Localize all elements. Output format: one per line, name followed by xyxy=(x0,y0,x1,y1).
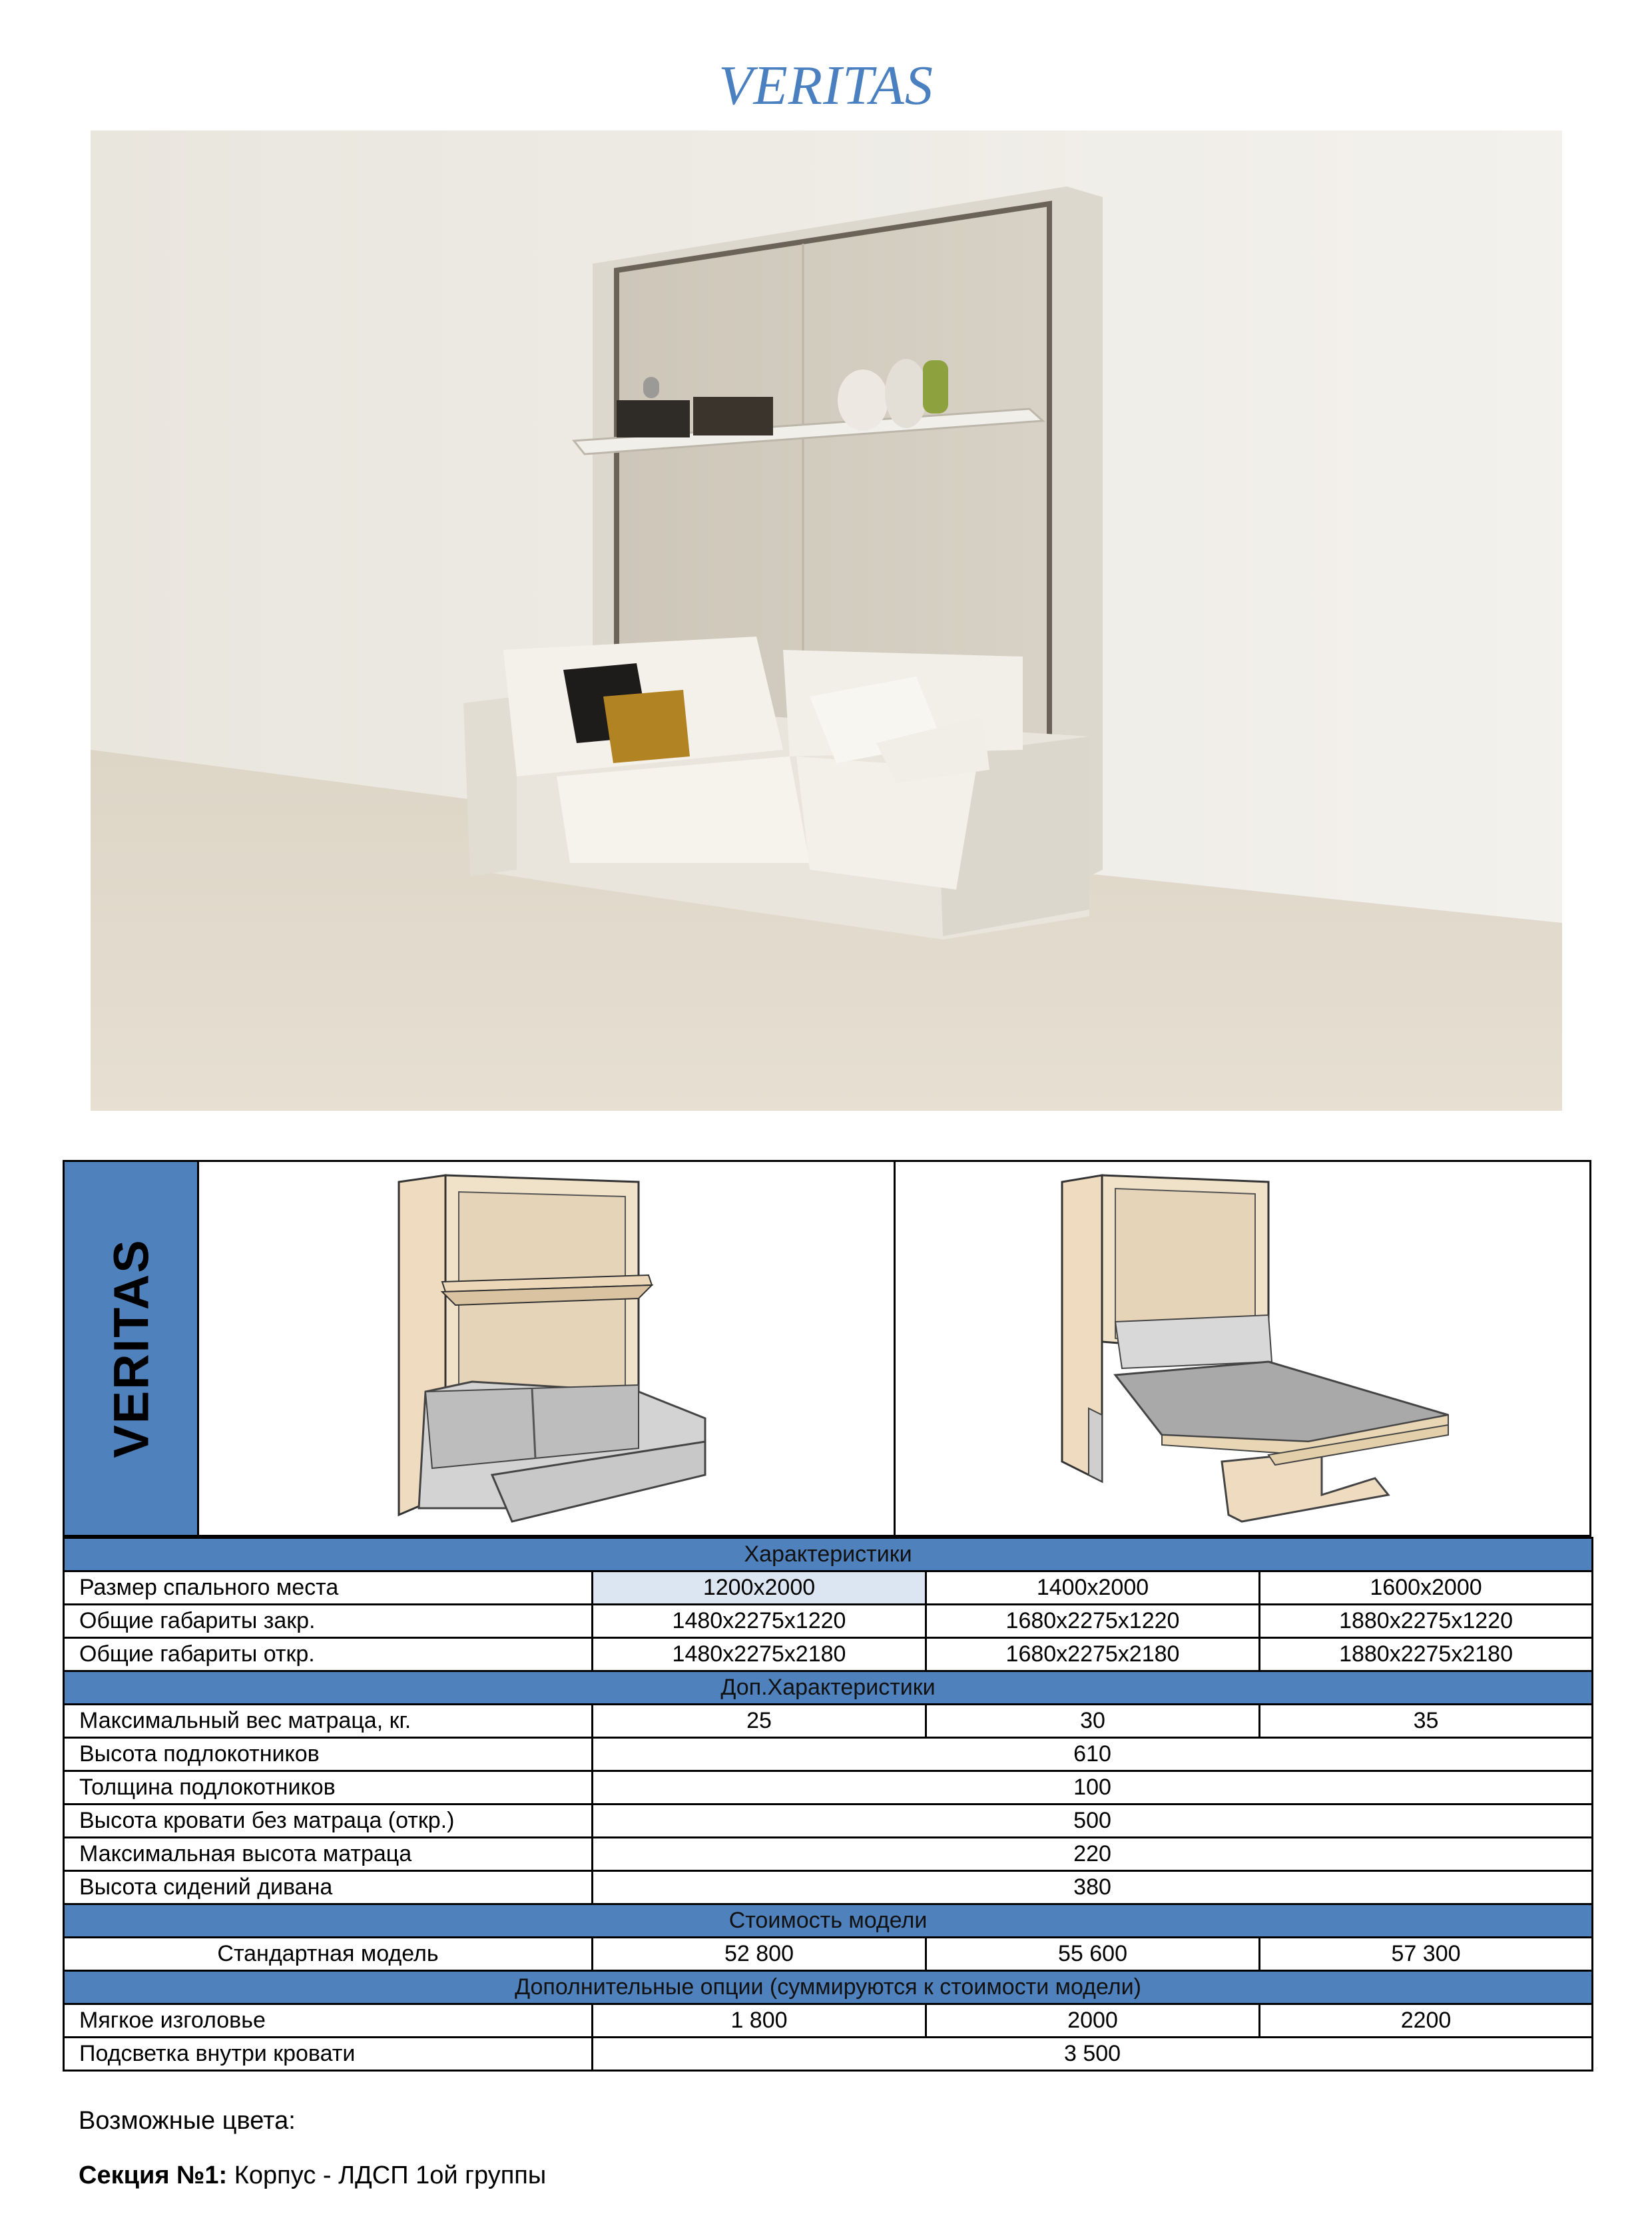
row-label: Толщина подлокотников xyxy=(64,1771,593,1805)
closed-bed-drawing xyxy=(199,1162,894,1535)
table-row xyxy=(64,1938,1593,1971)
model-drawings-block xyxy=(63,1160,1591,1537)
cell-value: 1680x2275x1220 xyxy=(926,1605,1260,1638)
table-row xyxy=(64,1771,1593,1805)
cell-value: 1480x2275x2180 xyxy=(593,1638,926,1671)
cell-value: 35 xyxy=(1260,1705,1593,1738)
cell-value: 52 800 xyxy=(593,1938,926,1971)
cell-value: 220 xyxy=(593,1838,1593,1871)
table-row xyxy=(64,2004,1593,2038)
table-row xyxy=(64,1738,1593,1771)
cell-value: 3 500 xyxy=(593,2038,1593,2071)
section-options xyxy=(64,1971,1593,2004)
table-row xyxy=(64,1805,1593,1838)
section-value: Корпус - ЛДСП 1ой группы xyxy=(227,2161,547,2189)
section-title: Стоимость модели xyxy=(64,1904,1593,1938)
cell-value: 2000 xyxy=(926,2004,1260,2038)
page-title: VERITAS xyxy=(718,55,934,117)
closed-bed-drawing-cell xyxy=(199,1162,896,1535)
cell-value: 1 800 xyxy=(593,2004,926,2038)
cell-value: 1680x2275x2180 xyxy=(926,1638,1260,1671)
section-cost xyxy=(64,1904,1593,1938)
table-row xyxy=(64,1871,1593,1904)
cell-value: 1880x2275x1220 xyxy=(1260,1605,1593,1638)
row-label: Общие габариты закр. xyxy=(64,1605,593,1638)
spec-table xyxy=(63,1537,1593,2072)
section-extra-characteristics xyxy=(64,1671,1593,1705)
cell-value: 25 xyxy=(593,1705,926,1738)
cell-value: 1400x2000 xyxy=(926,1571,1260,1605)
cell-value: 1600x2000 xyxy=(1260,1571,1593,1605)
section-description xyxy=(79,2161,546,2190)
table-row xyxy=(64,2038,1593,2071)
cell-value: 100 xyxy=(593,1771,1593,1805)
row-label: Высота кровати без матраца (откр.) xyxy=(64,1805,593,1838)
table-row xyxy=(64,1705,1593,1738)
table-row xyxy=(64,1638,1593,1671)
section-title: Дополнительные опции (суммируются к стоимости модели) xyxy=(64,1971,1593,2004)
cell-value: 57 300 xyxy=(1260,1938,1593,1971)
row-label: Максимальный вес матраца, кг. xyxy=(64,1705,593,1738)
row-label: Мягкое изголовье xyxy=(64,2004,593,2038)
cell-value: 500 xyxy=(593,1805,1593,1838)
cell-value: 1880x2275x2180 xyxy=(1260,1638,1593,1671)
row-label: Высота подлокотников xyxy=(64,1738,593,1771)
colors-label: Возможные цвета: xyxy=(79,2107,296,2135)
cell-value: 380 xyxy=(593,1871,1593,1904)
cell-value: 610 xyxy=(593,1738,1593,1771)
row-label: Максимальная высота матраца xyxy=(64,1838,593,1871)
section-label: Секция №1: xyxy=(79,2161,228,2189)
open-bed-drawing-cell xyxy=(896,1162,1589,1535)
product-photo xyxy=(91,131,1562,1111)
open-bed-drawing xyxy=(896,1162,1589,1535)
table-row xyxy=(64,1605,1593,1638)
row-label: Общие габариты откр. xyxy=(64,1638,593,1671)
section-characteristics xyxy=(64,1538,1593,1571)
row-label: Размер спального места xyxy=(64,1571,593,1605)
cell-value: 1200x2000 xyxy=(593,1571,926,1605)
row-label: Высота сидений дивана xyxy=(64,1871,593,1904)
cell-value: 30 xyxy=(926,1705,1260,1738)
section-title: Доп.Характеристики xyxy=(64,1671,1593,1705)
table-row xyxy=(64,1571,1593,1605)
cell-value: 1480x2275x1220 xyxy=(593,1605,926,1638)
section-title: Характеристики xyxy=(64,1538,1593,1571)
cell-value: 2200 xyxy=(1260,2004,1593,2038)
model-vertical-label: VERITAS xyxy=(103,1239,158,1458)
row-label: Подсветка внутри кровати xyxy=(64,2038,593,2071)
cell-value: 55 600 xyxy=(926,1938,1260,1971)
row-label: Стандартная модель xyxy=(64,1938,593,1971)
table-row xyxy=(64,1838,1593,1871)
model-label-cell xyxy=(65,1162,199,1535)
